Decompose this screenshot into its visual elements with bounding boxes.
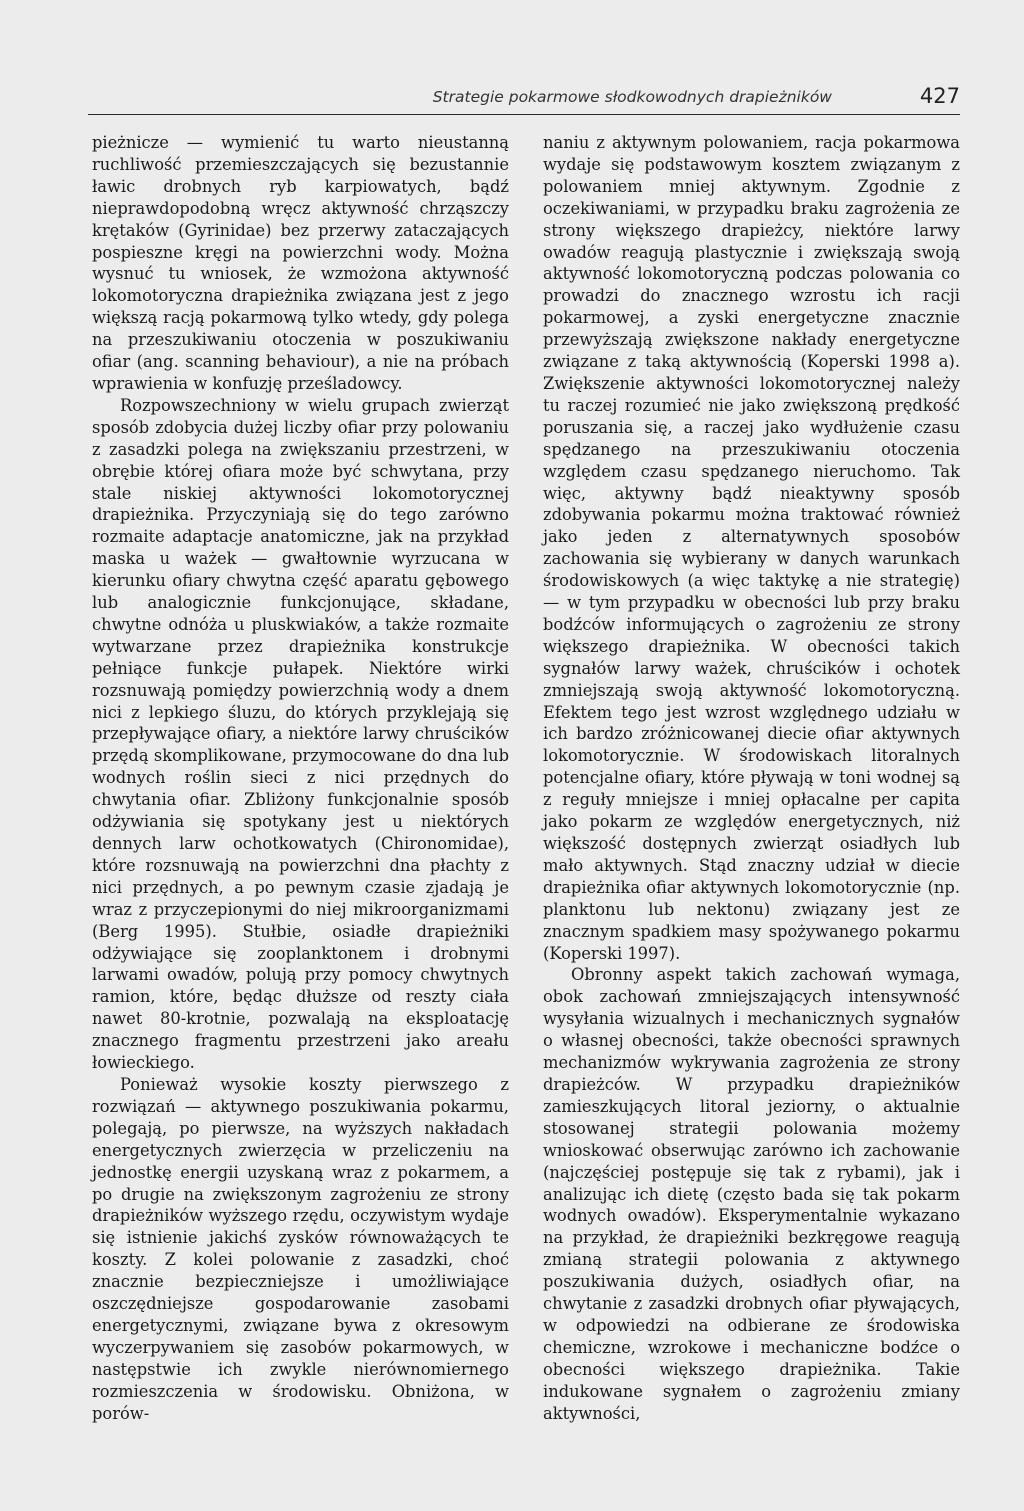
paragraph: pieżnicze — wymienić tu warto nieustanną ruchliwość przemieszczających się bezustannie ławic drobnych ryb karpiowatych, bądź nieprawdopodobną wręcz aktywność chrząszczy krętaków (Gyrinidae) bez przerwy zataczających pospieszne kręgi na powierzchni wody. Można wysnuć tu wniosek, że wzmożona aktywność lokomotoryczna drapieżnika związana jest z jego większą racją pokarmową tylko wtedy, gdy polega na przeszukiwaniu otoczenia w poszukiwaniu ofiar (ang. scanning behaviour), a nie na próbach wprawienia w konfuzję prześladowcy.: [92, 133, 509, 393]
page-number: 427: [919, 84, 960, 108]
paragraph: Rozpowszechniony w wielu grupach zwierząt sposób zdobycia dużej liczby ofiar przy polowaniu z zasadzki polega na zwiększaniu przestrzeni, w obrębie której ofiara może być schwytana, przy stale niskiej aktywności lokomotorycznej drapieżnika. Przyczyniają się do tego zarówno rozmaite adaptacje anatomiczne, jak na przykład maska u ważek — gwałtownie wyrzucana w kierunku ofiary chwytna część aparatu gębowego lub analogicznie funkcjonujące, składane, chwytne odnóża u pluskwiaków, a także rozmaite wytwarzane przez drapieżnika konstrukcje pełniące funkcje pułapek. Niektóre wirki rozsnuwają pomiędzy powierzchnią wody a dnem nici z lepkiego śluzu, do których przyklejają się przepływające ofiary, a niektóre larwy chruścików przędą skomplikowane, przymocowane do dna lub wodnych roślin sieci z nici przędnych do chwytania ofiar. Zbliżony funkcjonalnie sposób odżywiania się spotykany jest u niektórych dennych larw ochotkowatych (Chironomidae), które rozsnuwają na powierzchni dna płachty z nici przędnych, a po pewnym czasie zjadają je wraz z przyczepionymi do niej mikroorganizmami (Berg 1995). Stułbie, osiadłe drapieżniki odżywiające się zooplanktonem i drobnymi larwami owadów, polują przy pomocy chwytnych ramion, które, będąc dłuższe od reszty ciała nawet 80-krotnie, pozwalają na eksploatację znacznego fragmentu przestrzeni jako areału łowieckiego.: [92, 395, 509, 1073]
paragraph: Ponieważ wysokie koszty pierwszego z rozwiązań — aktywnego poszukiwania pokarmu, polegają, po pierwsze, na wyższych nakładach energetycznych zwierzęcia w przeliczeniu na jednostkę energii uzyskaną wraz z pokarmem, a po drugie na zwiększonym zagrożeniu ze strony drapieżników wyższego rzędu, oczywistym wydaje się istnienie jakichś zysków równoważących te koszty. Z kolei polowanie z zasadzki, choć znacznie bezpieczniejsze i umożliwiające oszczędniejsze gospodarowanie zasobami energetycznymi, związane bywa z okresowym wyczerpywaniem się zasobów pokarmowych, w następstwie ich zwykle nierównomiernego rozmieszczenia w środowisku. Obniżona, w porów-: [92, 1074, 509, 1423]
running-title: Strategie pokarmowe słodkowodnych drapieżników: [432, 88, 832, 106]
running-header: [88, 86, 960, 115]
right-column: [543, 132, 960, 1424]
left-column: [92, 132, 509, 1424]
paragraph: naniu z aktywnym polowaniem, racja pokarmowa wydaje się podstawowym kosztem związanym z polowaniem mniej aktywnym. Zgodnie z oczekiwaniami, w przypadku braku zagrożenia ze strony większego drapieżcy, niektóre larwy owadów reagują plastycznie i zwiększają swoją aktywność lokomotoryczną podczas polowania co prowadzi do znacznego wzrostu ich racji pokarmowej, a zyski energetyczne znacznie przewyższają zwiększone nakłady energetyczne związane z taką aktywnością (Koperski 1998 a). Zwiększenie aktywności lokomotorycznej należy tu raczej rozumieć nie jako zwiększoną prędkość poruszania się, a raczej jako wydłużenie czasu spędzanego na przeszukiwaniu otoczenia względem czasu spędzanego nieruchomo. Tak więc, aktywny bądź nieaktywny sposób zdobywania pokarmu można traktować również jako jeden z alternatywnych sposobów zachowania się wybierany w danych warunkach środowiskowych (a więc taktykę a nie strategię) — w tym przypadku w obecności lub przy braku bodźców informujących o zagrożeniu ze strony większego drapieżnika. W obecności takich sygnałów larwy ważek, chruścików i ochotek zmniejszają swoją aktywność lokomotoryczną. Efektem tego jest wzrost względnego udziału w ich bardzo zróżnicowanej diecie ofiar aktywnych lokomotorycznie. W środowiskach litoralnych potencjalne ofiary, które pływają w toni wodnej są z reguły mniejsze i mniej opłacalne per capita jako pokarm ze względów energetycznych, niż większość dostępnych zwierząt osiadłych lub mało aktywnych. Stąd znaczny udział w diecie drapieżnika ofiar aktywnych lokomotorycznie (np. planktonu lub nektonu) związany jest ze znacznym spadkiem masy spożywanego pokarmu (Koperski 1997).: [543, 133, 960, 963]
paragraph: Obronny aspekt takich zachowań wymaga, obok zachowań zmniejszających intensywność wysyłania wizualnych i mechanicznych sygnałów o własnej obecności, także obecności sprawnych mechanizmów wykrywania zagrożenia ze strony drapieżców. W przypadku drapieżników zamieszkujących litoral jeziorny, o aktualnie stosowanej strategii polowania możemy wnioskować obserwując zarówno ich zachowanie (najczęściej postępuje się tak z rybami), jak i analizując ich dietę (często bada się tak pokarm wodnych owadów). Eksperymentalnie wykazano na przykład, że drapieżniki bezkręgowe reagują zmianą strategii polowania z aktywnego poszukiwania dużych, osiadłych ofiar, na chwytanie z zasadzki drobnych ofiar pływających, w odpowiedzi na odbierane ze środowiska chemiczne, wzrokowe i mechaniczne bodźce o obecności większego drapieżnika. Takie indukowane sygnałem o zagrożeniu zmiany aktywności,: [543, 965, 960, 1423]
